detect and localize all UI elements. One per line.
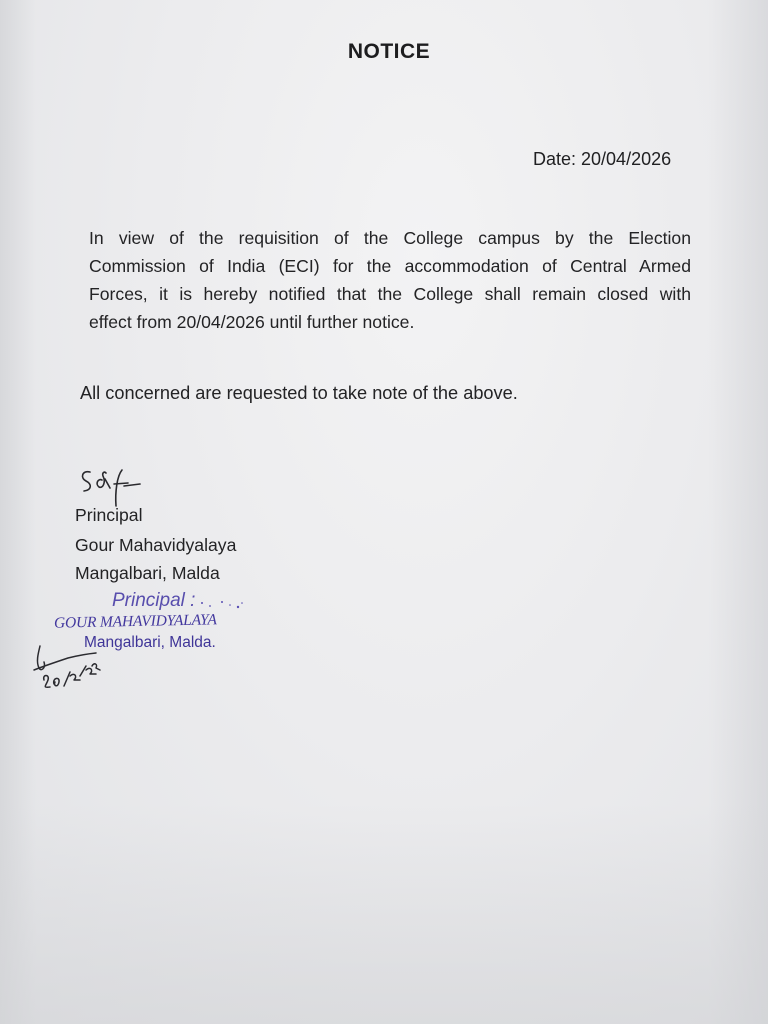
body-line: In view of the requisition of the College campus by the Election (89, 228, 691, 248)
sd-signature-mark (76, 462, 146, 508)
handwritten-signature (30, 640, 106, 698)
notice-date: Date: 20/04/2026 (533, 149, 672, 169)
signatory-location: Mangalbari, Malda (75, 563, 220, 583)
signatory-institution: Gour Mahavidyalaya (75, 535, 237, 555)
stamp-ink-dots (196, 598, 246, 614)
body-line: effect from 20/04/2026 until further notice. (89, 312, 415, 332)
paper-shadow-bottom (0, 804, 768, 1024)
stamp-line-location: Mangalbari, Malda. (84, 634, 216, 651)
notice-title: NOTICE (347, 40, 431, 63)
stamp-line-designation: Principal : (112, 590, 196, 611)
stamp-line-institution: GOUR MAHAVIDYALAYA (53, 611, 217, 632)
body-line: Commission of India (ECI) for the accommodation of Central Armed (89, 256, 691, 276)
notice-body (89, 224, 691, 336)
closing-note: All concerned are requested to take note of the above. (80, 383, 518, 403)
body-line: Forces, it is hereby notified that the College shall remain closed with (89, 284, 691, 304)
signatory-designation: Principal (75, 505, 143, 525)
